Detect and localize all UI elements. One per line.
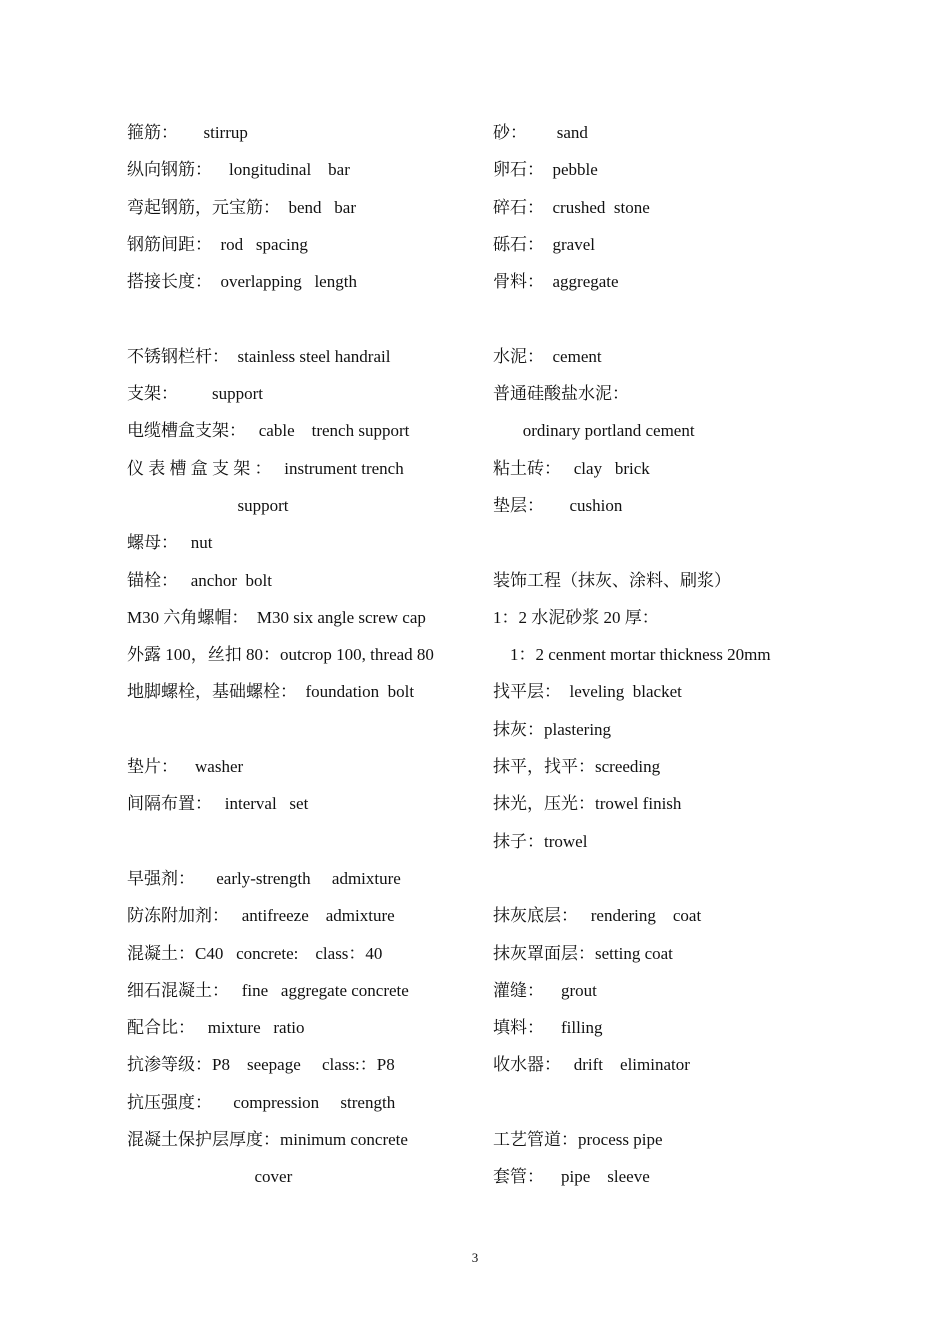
- glossary-line: 钢筋间距： rod spacing: [127, 234, 308, 254]
- glossary-line: 灌缝： grout: [493, 980, 597, 1000]
- glossary-line: 砾石： gravel: [493, 234, 595, 254]
- glossary-line: 抹子：trowel: [493, 831, 588, 851]
- glossary-line: 抹平，找平：screeding: [493, 757, 661, 777]
- page-number: 3: [471, 1250, 479, 1265]
- glossary-line: 仪 表 槽 盒 支 架 ： instrument trench: [127, 458, 404, 478]
- blank-line: [493, 1084, 933, 1121]
- blank-line: [127, 823, 477, 860]
- glossary-line: 纵向钢筋： longitudinal bar: [127, 160, 350, 180]
- glossary-line-continuation: cover: [127, 1167, 293, 1187]
- glossary-line: 普通硅酸盐水泥：: [493, 384, 629, 404]
- left-column: [127, 114, 477, 1196]
- glossary-line: 抗压强度： compression strength: [127, 1092, 396, 1112]
- blank-line: [493, 300, 933, 337]
- glossary-line-continuation: support: [127, 495, 289, 515]
- glossary-line: 卵石： pebble: [493, 160, 598, 180]
- glossary-line: 混凝土：C40 concrete: class：40: [127, 943, 383, 963]
- right-column: [493, 114, 933, 1196]
- glossary-line: 箍筋： stirrup: [127, 123, 248, 142]
- glossary-line: 细石混凝土： fine aggregate concrete: [127, 980, 409, 1000]
- glossary-line: 混凝土保护层厚度：minimum concrete: [127, 1130, 408, 1150]
- glossary-line: M30 六角螺帽： M30 six angle screw cap: [127, 607, 426, 627]
- glossary-line: 粘土砖： clay brick: [493, 458, 650, 478]
- glossary-line: 收水器： drift eliminator: [493, 1055, 690, 1075]
- glossary-line: 工艺管道：process pipe: [493, 1130, 663, 1150]
- glossary-line: 抹灰底层： rendering coat: [493, 906, 702, 926]
- glossary-line: 电缆槽盒支架： cable trench support: [127, 421, 410, 441]
- blank-line: [127, 300, 477, 337]
- glossary-line: 抹光，压光：trowel finish: [493, 794, 682, 814]
- glossary-line: 间隔布置： interval set: [127, 794, 309, 814]
- glossary-line: 弯起钢筋，元宝筋： bend bar: [127, 197, 357, 217]
- glossary-line-continuation: 1：2 cenment mortar thickness 20mm: [493, 645, 771, 665]
- glossary-line: 垫层： cushion: [493, 495, 623, 515]
- glossary-line: 抗渗等级：P8 seepage class:：P8: [127, 1055, 395, 1075]
- glossary-line: 不锈钢栏杆： stainless steel handrail: [127, 346, 391, 366]
- glossary-line: 填料： filling: [493, 1018, 603, 1038]
- glossary-line: 抹灰罩面层：setting coat: [493, 943, 673, 963]
- glossary-line: 地脚螺栓，基础螺栓： foundation bolt: [127, 682, 415, 702]
- glossary-line: 配合比： mixture ratio: [127, 1018, 305, 1038]
- glossary-line: 抹灰：plastering: [493, 719, 612, 739]
- section-heading: 装饰工程（抹灰、涂料、刷浆）: [493, 570, 731, 590]
- blank-line: [493, 860, 933, 897]
- blank-line: [127, 711, 477, 748]
- glossary-line: 早强剂： early-strength admixture: [127, 868, 401, 888]
- glossary-line: 外露 100，丝扣 80：outcrop 100, thread 80: [127, 645, 434, 665]
- glossary-line: 水泥： cement: [493, 346, 602, 366]
- glossary-line: 搭接长度： overlapping length: [127, 272, 357, 292]
- glossary-line: 找平层： leveling blacket: [493, 682, 682, 702]
- glossary-line: 碎石： crushed stone: [493, 197, 650, 217]
- glossary-line: 锚栓： anchor bolt: [127, 570, 272, 590]
- glossary-line: 1：2 水泥砂浆 20 厚：: [493, 607, 659, 627]
- glossary-line: 骨料： aggregate: [493, 272, 619, 292]
- glossary-line: 套管： pipe sleeve: [493, 1167, 650, 1187]
- glossary-line: 螺母： nut: [127, 533, 213, 553]
- blank-line: [493, 524, 933, 561]
- glossary-line-continuation: ordinary portland cement: [493, 421, 695, 441]
- glossary-line: 支架： support: [127, 384, 263, 404]
- glossary-line: 防冻附加剂： antifreeze admixture: [127, 906, 395, 926]
- glossary-line: 垫片： washer: [127, 757, 244, 777]
- glossary-line: 砂： sand: [493, 123, 588, 142]
